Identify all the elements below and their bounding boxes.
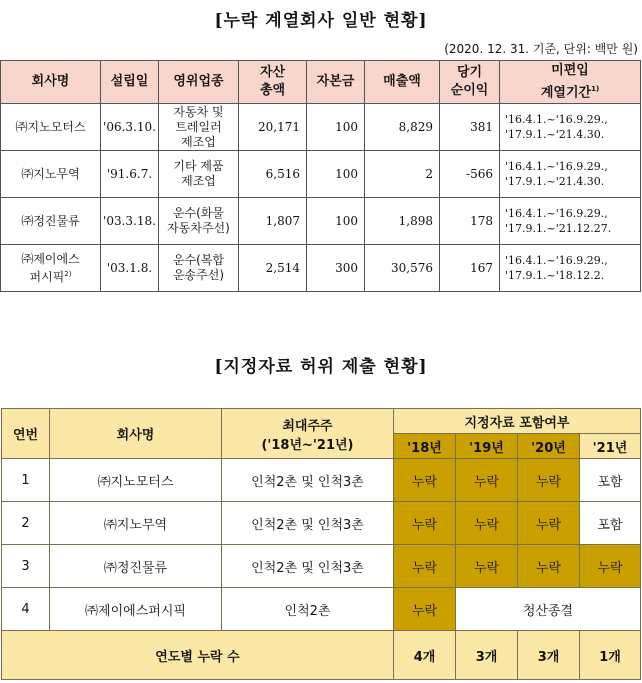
- inclusion-status: 누락: [518, 459, 580, 502]
- inclusion-status: 누락: [518, 545, 580, 588]
- liquidated-status: 청산종결: [456, 588, 641, 631]
- company-name: ㈜지노무역: [50, 502, 222, 545]
- table-row: [1, 151, 641, 198]
- unaffiliated-period: '16.4.1.~'16.9.29., '17.9.1.~'21.4.30.: [500, 151, 641, 198]
- table-row: [2, 588, 641, 631]
- founded-date: '03.3.18.: [101, 198, 159, 245]
- net-profit: 178: [440, 198, 500, 245]
- header-assets: 자산 총액: [239, 61, 307, 104]
- capital: 100: [307, 151, 365, 198]
- header-year-20: '20년: [518, 434, 580, 459]
- company-name: ㈜정진물류: [50, 545, 222, 588]
- total-assets: 6,516: [239, 151, 307, 198]
- inclusion-status: 누락: [394, 502, 456, 545]
- total-assets: 1,807: [239, 198, 307, 245]
- inclusion-status: 누락: [518, 502, 580, 545]
- inclusion-status: 누락: [456, 459, 518, 502]
- inclusion-status: 누락: [456, 502, 518, 545]
- header-company-name: 회사명: [1, 61, 101, 104]
- company-name: ㈜지노무역: [1, 151, 101, 198]
- inclusion-status: 누락: [394, 588, 456, 631]
- total-assets: 20,171: [239, 104, 307, 151]
- header-largest-shareholder: 최대주주 ('18년~'21년): [222, 409, 394, 459]
- business-type: 운수(화물 자동차주선): [159, 198, 239, 245]
- sales: 30,576: [365, 245, 440, 292]
- header-year-18: '18년: [394, 434, 456, 459]
- company-name: ㈜지노모터스: [1, 104, 101, 151]
- row-number: 1: [2, 459, 50, 502]
- missing-count: 3개: [518, 631, 580, 680]
- largest-shareholder: 인척2촌 및 인척3촌: [222, 459, 394, 502]
- header-company-name: 회사명: [50, 409, 222, 459]
- affiliate-overview-table: [0, 60, 641, 292]
- founded-date: '91.6.7.: [101, 151, 159, 198]
- business-type: 운수(복합 운송주선): [159, 245, 239, 292]
- header-profit: 당기 순이익: [440, 61, 500, 104]
- business-type: 기타 제품 제조업: [159, 151, 239, 198]
- inclusion-status: 누락: [456, 545, 518, 588]
- header-year-21: '21년: [580, 434, 641, 459]
- sales: 2: [365, 151, 440, 198]
- unaffiliated-period: '16.4.1.~'16.9.29., '17.9.1.~'21.12.27.: [500, 198, 641, 245]
- inclusion-status: 누락: [394, 459, 456, 502]
- table-row: [1, 198, 641, 245]
- header-no: 연번: [2, 409, 50, 459]
- row-number: 3: [2, 545, 50, 588]
- table-row: [2, 502, 641, 545]
- table2-title: [지정자료 허위 제출 현황]: [214, 357, 428, 377]
- largest-shareholder: 인척2촌: [222, 588, 394, 631]
- inclusion-status: 포함: [580, 459, 641, 502]
- totals-label: 연도별 누락 수: [2, 631, 394, 680]
- net-profit: 167: [440, 245, 500, 292]
- header-period: 미편입 계열기간$^{1)}$: [500, 61, 641, 104]
- table-row: [1, 245, 641, 292]
- business-type: 자동차 및 트레일러 제조업: [159, 104, 239, 151]
- largest-shareholder: 인척2촌 및 인척3촌: [222, 545, 394, 588]
- sales: 8,829: [365, 104, 440, 151]
- row-number: 2: [2, 502, 50, 545]
- totals-row: [2, 631, 641, 680]
- company-name: ㈜지노모터스: [50, 459, 222, 502]
- table-row: [1, 104, 641, 151]
- header-founded: 설립일: [101, 61, 159, 104]
- founded-date: '03.1.8.: [101, 245, 159, 292]
- net-profit: 381: [440, 104, 500, 151]
- capital: 300: [307, 245, 365, 292]
- false-submission-table: [1, 408, 641, 680]
- inclusion-status: 누락: [394, 545, 456, 588]
- table-row: [2, 459, 641, 502]
- row-number: 4: [2, 588, 50, 631]
- inclusion-status: 누락: [580, 545, 641, 588]
- company-name: ㈜제이에스퍼시픽: [50, 588, 222, 631]
- table1-note: (2020. 12. 31. 기준, 단위: 백만 원): [444, 42, 638, 56]
- header-business: 영위업종: [159, 61, 239, 104]
- total-assets: 2,514: [239, 245, 307, 292]
- header-capital: 자본금: [307, 61, 365, 104]
- unaffiliated-period: '16.4.1.~'16.9.29., '17.9.1.~'18.12.2.: [500, 245, 641, 292]
- header-inclusion: 지정자료 포함여부: [394, 409, 641, 434]
- missing-count: 3개: [456, 631, 518, 680]
- table-row: [2, 545, 641, 588]
- table1-title: [누락 계열회사 일반 현황]: [214, 11, 428, 31]
- largest-shareholder: 인척2촌 및 인척3촌: [222, 502, 394, 545]
- net-profit: -566: [440, 151, 500, 198]
- missing-count: 1개: [580, 631, 641, 680]
- missing-count: 4개: [394, 631, 456, 680]
- capital: 100: [307, 198, 365, 245]
- table1-header-row: [1, 61, 641, 104]
- unaffiliated-period: '16.4.1.~'16.9.29., '17.9.1.~'21.4.30.: [500, 104, 641, 151]
- header-year-19: '19년: [456, 434, 518, 459]
- inclusion-status: 포함: [580, 502, 641, 545]
- sales: 1,898: [365, 198, 440, 245]
- company-name: ㈜제이에스 퍼시픽$^{2)}$: [1, 245, 101, 292]
- founded-date: '06.3.10.: [101, 104, 159, 151]
- header-sales: 매출액: [365, 61, 440, 104]
- capital: 100: [307, 104, 365, 151]
- company-name: ㈜정진물류: [1, 198, 101, 245]
